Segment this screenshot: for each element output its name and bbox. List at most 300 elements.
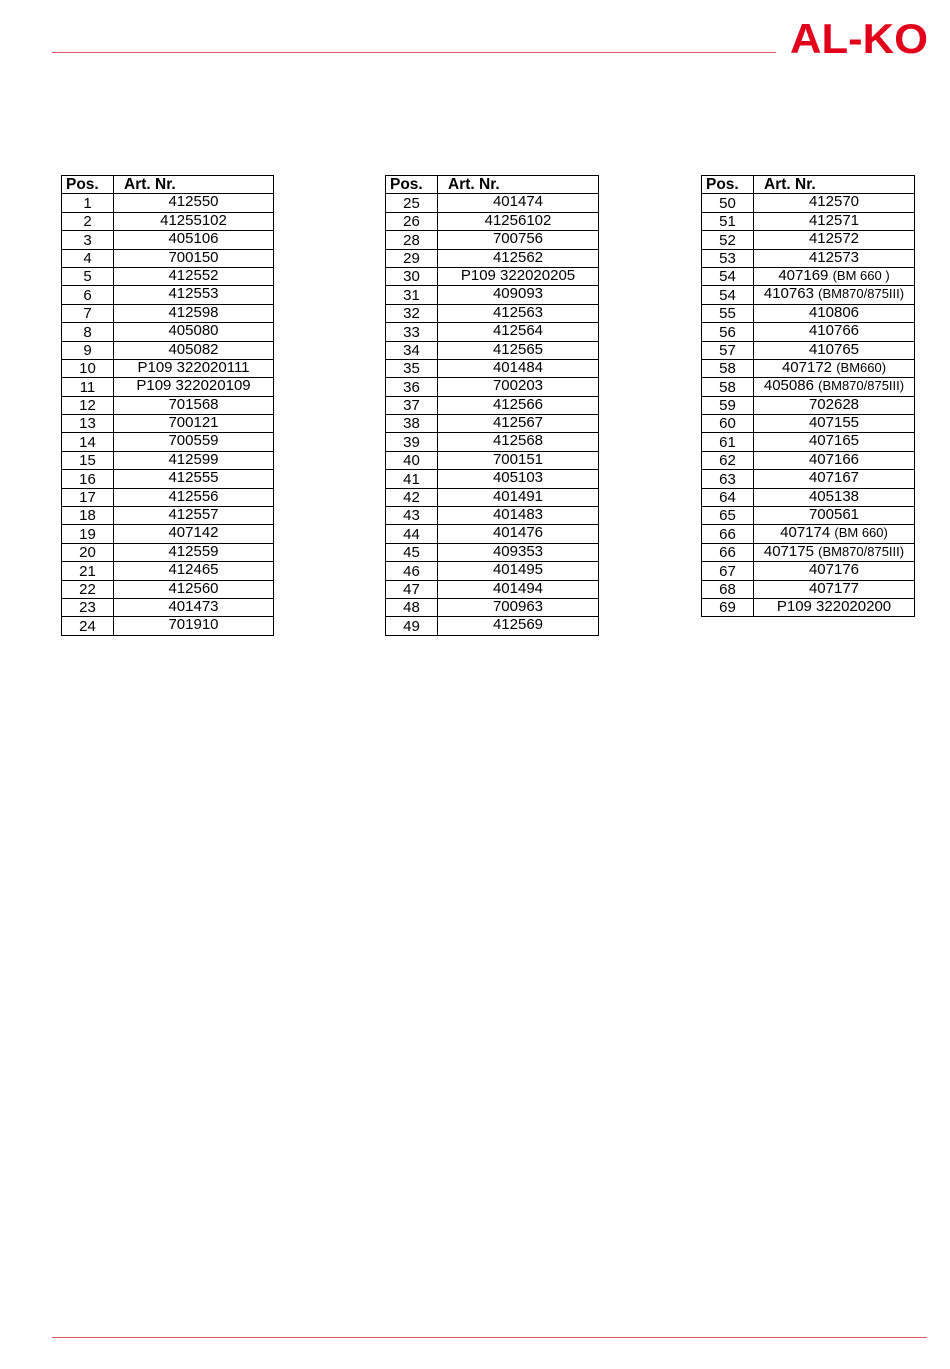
pos-cell: 35 [386,359,438,377]
art-nr-value: 412564 [492,322,544,340]
art-nr-cell [754,433,915,451]
table-row [702,341,915,359]
table-row [62,212,274,230]
table-row [386,562,599,580]
art-nr-cell [438,580,599,598]
pos-cell: 45 [386,543,438,561]
table-row [62,304,274,322]
table-body [386,194,599,635]
table-row [702,304,915,322]
art-nr-cell [438,212,599,230]
art-nr-value: 407172 [781,359,833,376]
table-row [386,470,599,488]
art-nr-cell [438,359,599,377]
art-nr-cell [754,525,915,543]
art-nr-value: 405106 [168,230,219,248]
pos-header: Pos. [702,176,754,194]
table-header-row [62,176,274,194]
art-nr-value: 412598 [168,304,219,321]
table-row [386,396,599,414]
pos-cell: 42 [386,488,438,506]
table-row [62,194,274,212]
table-row [62,598,274,616]
pos-cell: 58 [702,359,754,377]
art-nr-value: 700559 [168,432,219,450]
art-nr-value: 410766 [808,322,860,340]
header-rule [52,52,776,53]
pos-cell: 50 [702,194,754,212]
art-nr-value: 410806 [808,304,860,321]
art-nr-cell [754,507,915,525]
pos-cell: 16 [62,470,114,488]
table-row [62,543,274,561]
table-row [702,194,915,212]
art-nr-cell [754,323,915,341]
art-nr-value: 405086 [763,377,814,395]
art-nr-cell [438,525,599,543]
art-nr-cell [114,212,274,230]
art-nr-value: 407165 [808,432,860,450]
table-row [386,433,599,451]
pos-cell: 18 [62,507,114,525]
art-nr-cell [754,580,915,598]
art-nr-value: 412550 [168,193,219,211]
art-nr-cell [114,507,274,525]
art-nr-value: 41256102 [484,212,552,229]
art-nr-cell [754,488,915,506]
art-nr-cell [754,304,915,322]
pos-cell: 13 [62,415,114,433]
art-nr-cell [114,598,274,616]
art-nr-value: 407142 [168,524,219,542]
art-nr-cell [114,488,274,506]
pos-cell: 32 [386,304,438,322]
art-nr-cell [438,378,599,396]
art-nr-value: 701910 [168,616,219,634]
art-nr-cell [754,396,915,414]
art-nr-cell [438,267,599,285]
pos-cell: 24 [62,617,114,635]
model-note: (BM870/875III) [818,543,905,559]
art-nr-cell [114,304,274,322]
pos-cell: 55 [702,304,754,322]
art-nr-cell [438,304,599,322]
pos-cell: 7 [62,304,114,322]
art-nr-cell [754,415,915,433]
pos-cell: 54 [702,286,754,304]
art-nr-cell [438,543,599,561]
art-nr-value: 412556 [168,488,219,505]
art-nr-value: 409353 [492,543,544,560]
pos-cell: 11 [62,378,114,396]
pos-cell: 23 [62,598,114,616]
brand-logo [790,20,928,56]
art-nr-value: 412562 [492,249,544,266]
art-nr-value: 401491 [492,488,544,505]
table-row [62,415,274,433]
art-nr-cell [438,396,599,414]
model-note: (BM 660) [834,525,888,541]
art-nr-cell [114,617,274,635]
art-nr-value: 401483 [492,506,544,524]
pos-cell: 4 [62,249,114,267]
art-nr-cell [438,286,599,304]
art-nr-cell [114,323,274,341]
art-nr-value: 409093 [492,285,544,303]
pos-cell: 53 [702,249,754,267]
footer-rule [52,1337,927,1338]
art-nr-value: 412565 [492,341,544,358]
table-row [62,341,274,359]
art-nr-value: 401473 [168,598,219,615]
table-row [62,396,274,414]
table-row [702,249,915,267]
art-nr-cell [438,598,599,616]
art-nr-value: 407176 [808,561,860,579]
table-row [62,617,274,635]
pos-cell: 39 [386,433,438,451]
table-body [702,194,915,617]
pos-cell: 20 [62,543,114,561]
art-nr-value: 41255102 [160,212,227,229]
art-nr-value: 412599 [168,451,219,468]
pos-cell: 65 [702,507,754,525]
art-nr-value: 407177 [808,580,860,597]
table-row [386,415,599,433]
table-row [62,286,274,304]
art-nr-value: 407166 [808,451,860,468]
pos-cell: 29 [386,249,438,267]
table-row [702,323,915,341]
art-nr-value: 410765 [808,341,860,358]
table-row [62,525,274,543]
art-nr-cell [754,341,915,359]
table-row [702,470,915,488]
pos-cell: 31 [386,286,438,304]
table-row [62,470,274,488]
table-row [702,543,915,561]
art-nr-cell [438,323,599,341]
table-row [702,231,915,249]
art-nr-cell [114,194,274,212]
art-nr-value: 702628 [808,396,860,413]
table-row [62,323,274,341]
pos-cell: 69 [702,598,754,616]
art-nr-cell [754,231,915,249]
art-nr-cell [114,562,274,580]
pos-cell: 25 [386,194,438,212]
art-nr-value: 412552 [168,267,219,284]
art-nr-cell [114,341,274,359]
art-nr-cell [114,433,274,451]
art-nr-value: P109 322020200 [776,598,892,615]
pos-cell: 41 [386,470,438,488]
table-row [62,451,274,469]
table-row [386,341,599,359]
table-row [702,433,915,451]
pos-cell: 26 [386,212,438,230]
pos-cell: 22 [62,580,114,598]
art-nr-cell [754,451,915,469]
art-nr-cell [114,267,274,285]
model-note: (BM870/875III) [818,378,905,394]
art-nr-cell [438,617,599,635]
pos-cell: 48 [386,598,438,616]
pos-cell: 66 [702,525,754,543]
art-nr-value: 407169 [778,267,829,284]
pos-cell: 47 [386,580,438,598]
table-row [702,378,915,396]
art-nr-value: 401476 [492,524,544,542]
art-nr-header: Art. Nr. [114,176,274,194]
table-row [702,396,915,414]
art-nr-cell [754,359,915,377]
art-nr-value: 405082 [168,341,219,358]
art-nr-cell [114,451,274,469]
art-nr-value: 412572 [808,230,860,248]
pos-cell: 9 [62,341,114,359]
table-row [702,488,915,506]
pos-cell: 10 [62,359,114,377]
table-row [386,249,599,267]
art-nr-cell [438,470,599,488]
pos-cell: 67 [702,562,754,580]
table-row [62,267,274,285]
table-row [702,580,915,598]
pos-cell: 34 [386,341,438,359]
table-row [386,231,599,249]
table-row [386,507,599,525]
parts-table-1 [61,175,274,636]
art-nr-value: 412568 [492,432,544,450]
art-nr-value: 700151 [492,451,544,468]
art-nr-value: 700150 [168,249,219,266]
art-nr-value: 405103 [492,469,544,487]
art-nr-cell [438,451,599,469]
art-nr-value: 700963 [492,598,544,615]
pos-cell: 56 [702,323,754,341]
table-row [62,231,274,249]
pos-header: Pos. [386,176,438,194]
table-row [386,359,599,377]
pos-cell: 63 [702,470,754,488]
art-nr-value: 412570 [808,193,860,211]
art-nr-cell [114,286,274,304]
art-nr-value: 412555 [168,469,219,487]
table-row [386,267,599,285]
pos-cell: 54 [702,267,754,285]
art-nr-value: P109 322020111 [137,359,250,376]
art-nr-cell [754,598,915,616]
art-nr-cell [754,286,915,304]
table-row [386,212,599,230]
pos-cell: 12 [62,396,114,414]
table-row [62,580,274,598]
art-nr-value: 412567 [492,414,544,432]
art-nr-cell [438,507,599,525]
art-nr-value: 412566 [492,396,544,413]
art-nr-value: 412560 [168,580,219,597]
art-nr-cell [114,249,274,267]
table-row [386,580,599,598]
pos-cell: 58 [702,378,754,396]
pos-cell: 66 [702,543,754,561]
table-row [386,488,599,506]
pos-cell: 59 [702,396,754,414]
pos-cell: 6 [62,286,114,304]
table-row [386,451,599,469]
art-nr-value: 700756 [492,230,544,248]
art-nr-cell [754,267,915,285]
art-nr-value: 401474 [492,193,544,211]
art-nr-cell [754,212,915,230]
art-nr-cell [754,543,915,561]
table-row [62,359,274,377]
pos-cell: 51 [702,212,754,230]
art-nr-cell [754,378,915,396]
art-nr-value: 407155 [808,414,860,432]
table-row [702,562,915,580]
pos-cell: 8 [62,323,114,341]
art-nr-cell [754,194,915,212]
pos-cell: 52 [702,231,754,249]
pos-cell: 49 [386,617,438,635]
pos-cell: 44 [386,525,438,543]
art-nr-value: 401495 [492,561,544,579]
pos-cell: 37 [386,396,438,414]
table-row [62,507,274,525]
art-nr-value: 701568 [168,396,219,413]
art-nr-value: 412563 [492,304,544,321]
art-nr-value: 407174 [780,524,831,542]
art-nr-cell [438,415,599,433]
art-nr-header: Art. Nr. [438,176,599,194]
art-nr-cell [438,433,599,451]
pos-cell: 1 [62,194,114,212]
parts-table-2 [385,175,599,636]
pos-cell: 14 [62,433,114,451]
table-row [702,598,915,616]
pos-header: Pos. [62,176,114,194]
art-nr-value: 412571 [808,212,860,229]
table-row [386,323,599,341]
pos-cell: 5 [62,267,114,285]
art-nr-value: 700561 [808,506,860,524]
art-nr-value: 412465 [168,561,219,579]
pos-cell: 3 [62,231,114,249]
art-nr-value: 700203 [492,377,544,395]
art-nr-value: P109 322020205 [460,267,576,284]
art-nr-cell [754,249,915,267]
pos-cell: 2 [62,212,114,230]
pos-cell: 68 [702,580,754,598]
table-row [386,617,599,635]
pos-cell: 30 [386,267,438,285]
art-nr-value: 410763 [763,285,814,303]
table-row [702,507,915,525]
pos-cell: 57 [702,341,754,359]
art-nr-cell [754,562,915,580]
art-nr-cell [438,194,599,212]
art-nr-cell [754,470,915,488]
pos-cell: 28 [386,231,438,249]
art-nr-value: 405080 [168,322,219,340]
art-nr-cell [438,249,599,267]
table-row [62,562,274,580]
table-header-row [702,176,915,194]
pos-cell: 40 [386,451,438,469]
art-nr-value: 405138 [808,488,860,505]
parts-table-3 [701,175,915,617]
table-row [386,378,599,396]
model-note: (BM 660 ) [832,267,890,283]
art-nr-cell [438,341,599,359]
table-row [386,525,599,543]
table-row [702,415,915,433]
table-row [702,359,915,377]
table-row [62,249,274,267]
art-nr-value: 700121 [168,414,219,432]
table-body [62,194,274,635]
pos-cell: 17 [62,488,114,506]
table-row [702,212,915,230]
table-row [386,598,599,616]
table-header-row [386,176,599,194]
pos-cell: 33 [386,323,438,341]
table-row [702,451,915,469]
pos-cell: 60 [702,415,754,433]
table-row [62,378,274,396]
table-row [702,286,915,304]
pos-cell: 64 [702,488,754,506]
art-nr-value: P109 322020109 [136,377,251,395]
art-nr-header: Art. Nr. [754,176,915,194]
art-nr-cell [114,396,274,414]
table-row [702,525,915,543]
art-nr-value: 407175 [763,543,814,560]
art-nr-value: 412557 [168,506,219,524]
table-row [386,286,599,304]
art-nr-cell [114,359,274,377]
art-nr-value: 401484 [492,359,544,376]
pos-cell: 62 [702,451,754,469]
art-nr-cell [438,562,599,580]
art-nr-cell [114,378,274,396]
art-nr-cell [114,543,274,561]
pos-cell: 19 [62,525,114,543]
pos-cell: 38 [386,415,438,433]
table-row [386,304,599,322]
brand-logo-text: AL-KO [790,20,928,56]
art-nr-cell [114,470,274,488]
art-nr-cell [114,231,274,249]
table-row [62,433,274,451]
art-nr-value: 412569 [492,616,544,634]
table-row [62,488,274,506]
pos-cell: 46 [386,562,438,580]
table-row [702,267,915,285]
model-note: (BM870/875III) [818,286,905,302]
pos-cell: 61 [702,433,754,451]
art-nr-value: 412553 [168,285,219,303]
pos-cell: 15 [62,451,114,469]
pos-cell: 43 [386,507,438,525]
pos-cell: 36 [386,378,438,396]
art-nr-cell [438,231,599,249]
art-nr-cell [114,580,274,598]
model-note: (BM660) [836,359,887,375]
table-row [386,543,599,561]
